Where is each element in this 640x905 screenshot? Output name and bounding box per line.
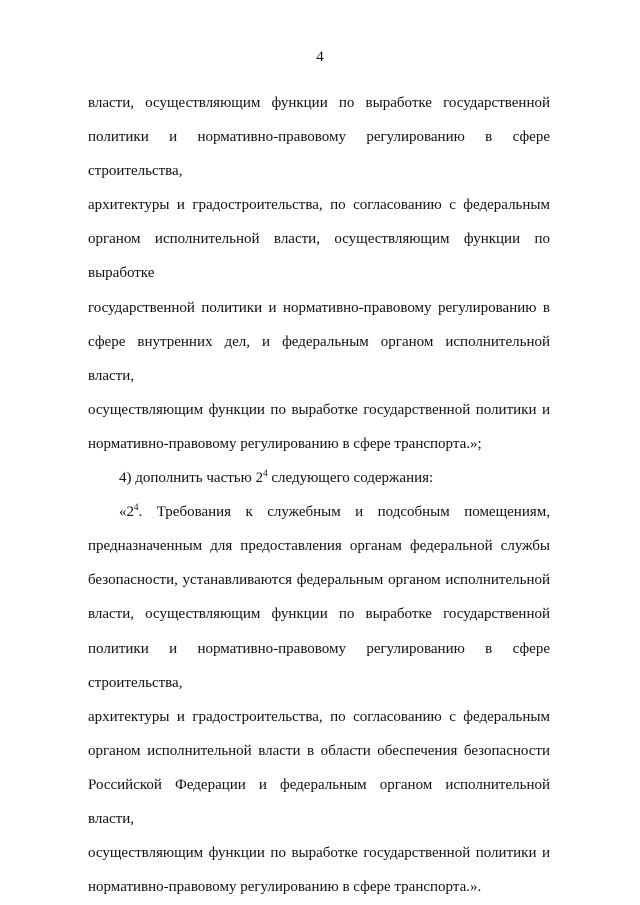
part-first-line-text: . Требования к служебным и подсобным помещениям,	[138, 504, 550, 521]
text-line: Российской Федерации и федеральным органом исполнительной власти,	[88, 776, 550, 827]
paragraph-continuation	[88, 86, 550, 461]
paragraph-item-4	[88, 461, 550, 495]
text-line: осуществляющим функции по выработке государственной политики и	[88, 845, 550, 862]
text-line: архитектуры и градостроительства, по согласованию с федеральным	[88, 197, 550, 214]
page-number: 4	[316, 49, 324, 65]
text-line: нормативно-правовому регулированию в сфере транспорта.».	[88, 879, 482, 896]
text-line: нормативно-правовому регулированию в сфере транспорта.»;	[88, 435, 482, 452]
text-line: безопасности, устанавливаются федеральным органом исполнительной	[88, 572, 550, 589]
text-line: власти, осуществляющим функции по выработке государственной	[88, 95, 550, 111]
text-line: власти, осуществляющим функции по выработке государственной	[88, 606, 550, 623]
text-line: осуществляющим функции по выработке государственной политики и	[88, 401, 550, 418]
text-line	[88, 495, 550, 529]
text-line: сфере внутренних дел, и федеральным органом исполнительной власти,	[88, 333, 550, 384]
text-line: архитектуры и градостроительства, по согласованию с федеральным	[88, 708, 550, 725]
superscript: 4	[263, 468, 268, 479]
part-number-text: «2	[119, 504, 134, 521]
superscript: 4	[134, 502, 139, 513]
text-line: политики и нормативно-правовому регулированию в сфере строительства,	[88, 640, 550, 691]
text-line: органом исполнительной власти в области обеспечения безопасности	[88, 742, 550, 759]
item-text-after: следующего содержания:	[267, 470, 434, 487]
item-text-before: 4) дополнить частью 2	[119, 470, 264, 487]
document-body	[88, 86, 550, 904]
text-line: государственной политики и нормативно-правовому регулированию в	[88, 299, 550, 316]
text-line: органом исполнительной власти, осуществляющим функции по выработке	[88, 231, 550, 282]
paragraph-new-part	[88, 495, 550, 904]
text-line: предназначенным для предоставления органам федеральной службы	[88, 538, 550, 555]
text-line: политики и нормативно-правовому регулированию в сфере строительства,	[88, 129, 550, 180]
